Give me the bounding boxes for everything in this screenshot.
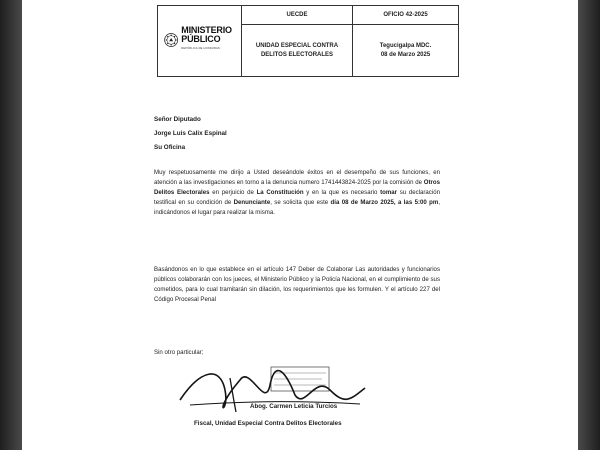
handwritten-signature (170, 360, 370, 420)
place: Tegucigalpa MDC. (379, 42, 432, 49)
signatory-title: Fiscal, Unidad Especial Contra Delitos Electorales (194, 420, 342, 427)
addressee-line1: Señor Diputado (154, 116, 201, 123)
unit-name-line1: UNIDAD ESPECIAL CONTRA (255, 42, 339, 49)
letterhead-office-cell (353, 6, 458, 76)
addressee-line3: Su Oficina (154, 144, 186, 151)
seal-icon (164, 29, 178, 51)
addressee-block (154, 113, 440, 155)
paragraph-1: Muy respetuosamente me dirijo a Usted deseándole éxitos en el desempeño de sus funciones, en atención a las investigaciones en torno a la denuncia numero 1741443824-2025 por la comisión de Otros Delitos Electorales en perjuicio de La Constitución y en la que es necesario tomar su declaración testifical en su condición de Denunciante, se solicita que este día 08 de Marzo 2025, a las 5:00 pm, indicándonos el lugar para realizar la misma. (154, 169, 441, 216)
paragraph-2: Basándonos en lo que establece en el artículo 147 Deber de Colaborar Las autoridades y funcionarios públicos colaborarán con los jueces, el Ministerio Público y la Policía Nacional, en el cumplimiento de sus cometidos, para lo cual tramitarán sin dilación, los requerimientos que les formulen. Y el artículo 227 del Código Procesal Penal (154, 266, 440, 303)
letterhead-logo-cell (158, 6, 242, 76)
letterhead-unit-cell (242, 6, 353, 76)
logo-title: MINISTERIO PÚBLICO (181, 25, 232, 44)
office-number: OFICIO 42-2025 (353, 6, 458, 25)
scan-edge-right (578, 0, 600, 450)
ministerio-logo (164, 26, 241, 53)
addressee-line2: Jorge Luis Calix Espinal (154, 130, 227, 137)
scan-edge-left (0, 0, 22, 450)
closing-line: Sin otro particular; (154, 349, 204, 356)
unit-code: UECDE (242, 6, 352, 25)
unit-name-line2: DELITOS ELECTORALES (260, 51, 334, 58)
signatory-name: Abog. Carmen Leticia Turcios (250, 403, 338, 410)
logo-subtitle: REPÚBLICA DE HONDURAS (181, 47, 220, 50)
date: 08 de Marzo 2025 (380, 51, 431, 58)
letterhead-table (157, 5, 459, 77)
